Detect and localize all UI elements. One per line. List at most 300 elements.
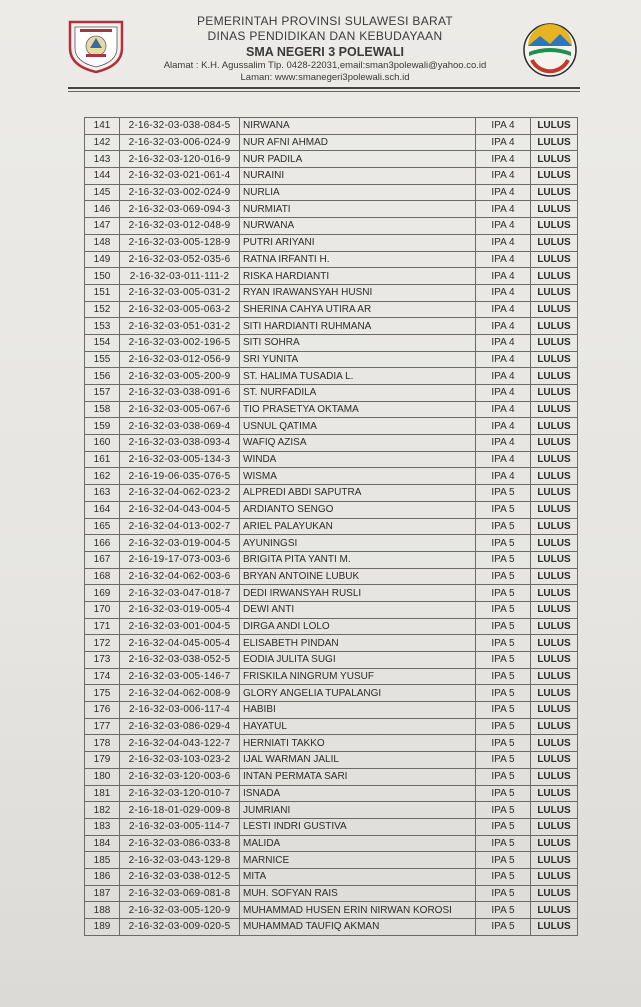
student-nisn: 2-16-32-03-005-146-7 bbox=[120, 668, 240, 685]
student-name: LESTI INDRI GUSTIVA bbox=[240, 818, 476, 835]
table-row bbox=[85, 418, 578, 435]
student-class: IPA 5 bbox=[476, 535, 531, 552]
row-number: 170 bbox=[85, 601, 120, 618]
row-number: 181 bbox=[85, 785, 120, 802]
student-name: HAYATUL bbox=[240, 718, 476, 735]
table-row bbox=[85, 501, 578, 518]
table-row bbox=[85, 151, 578, 168]
graduation-status: LULUS bbox=[531, 201, 578, 218]
graduation-status: LULUS bbox=[531, 168, 578, 185]
student-name: EODIA JULITA SUGI bbox=[240, 652, 476, 669]
student-name: MARNICE bbox=[240, 852, 476, 869]
student-class: IPA 5 bbox=[476, 835, 531, 852]
table-row bbox=[85, 551, 578, 568]
student-nisn: 2-16-32-03-120-016-9 bbox=[120, 151, 240, 168]
student-name: MUHAMMAD TAUFIQ AKMAN bbox=[240, 919, 476, 936]
table-row bbox=[85, 652, 578, 669]
row-number: 186 bbox=[85, 868, 120, 885]
student-name: RISKA HARDIANTI bbox=[240, 268, 476, 285]
graduation-status: LULUS bbox=[531, 485, 578, 502]
table-row bbox=[85, 318, 578, 335]
student-name: PUTRI ARIYANI bbox=[240, 234, 476, 251]
graduation-status: LULUS bbox=[531, 718, 578, 735]
student-name: MALIDA bbox=[240, 835, 476, 852]
student-nisn: 2-16-32-03-043-129-8 bbox=[120, 852, 240, 869]
table-row bbox=[85, 868, 578, 885]
student-class: IPA 4 bbox=[476, 385, 531, 402]
graduation-status: LULUS bbox=[531, 652, 578, 669]
table-row bbox=[85, 785, 578, 802]
letterhead bbox=[130, 14, 520, 84]
student-class: IPA 4 bbox=[476, 351, 531, 368]
graduation-table-body bbox=[85, 118, 578, 936]
row-number: 188 bbox=[85, 902, 120, 919]
student-nisn: 2-16-32-03-001-004-5 bbox=[120, 618, 240, 635]
student-nisn: 2-16-32-03-038-069-4 bbox=[120, 418, 240, 435]
student-class: IPA 4 bbox=[476, 284, 531, 301]
row-number: 141 bbox=[85, 118, 120, 135]
row-number: 159 bbox=[85, 418, 120, 435]
row-number: 178 bbox=[85, 735, 120, 752]
row-number: 176 bbox=[85, 702, 120, 719]
student-nisn: 2-16-32-03-069-081-8 bbox=[120, 885, 240, 902]
table-row bbox=[85, 168, 578, 185]
graduation-status: LULUS bbox=[531, 501, 578, 518]
student-nisn: 2-16-18-01-029-009-8 bbox=[120, 802, 240, 819]
graduation-status: LULUS bbox=[531, 118, 578, 135]
student-name: NUR AFNI AHMAD bbox=[240, 134, 476, 151]
row-number: 154 bbox=[85, 334, 120, 351]
table-row bbox=[85, 718, 578, 735]
student-class: IPA 4 bbox=[476, 201, 531, 218]
student-name: ISNADA bbox=[240, 785, 476, 802]
row-number: 168 bbox=[85, 568, 120, 585]
school-address: Alamat : K.H. Agussalim Tlp. 0428-22031,email:sman3polewali@yahoo.co.id bbox=[163, 60, 487, 71]
row-number: 156 bbox=[85, 368, 120, 385]
student-class: IPA 4 bbox=[476, 234, 531, 251]
graduation-status: LULUS bbox=[531, 768, 578, 785]
student-nisn: 2-16-32-03-052-035-6 bbox=[120, 251, 240, 268]
graduation-status: LULUS bbox=[531, 334, 578, 351]
row-number: 142 bbox=[85, 134, 120, 151]
graduation-status: LULUS bbox=[531, 468, 578, 485]
table-row bbox=[85, 702, 578, 719]
student-name: USNUL QATIMA bbox=[240, 418, 476, 435]
student-name: WISMA bbox=[240, 468, 476, 485]
student-nisn: 2-16-19-17-073-003-6 bbox=[120, 551, 240, 568]
student-class: IPA 5 bbox=[476, 802, 531, 819]
student-name: ST. NURFADILA bbox=[240, 385, 476, 402]
table-row bbox=[85, 535, 578, 552]
student-class: IPA 5 bbox=[476, 702, 531, 719]
student-name: NURMIATI bbox=[240, 201, 476, 218]
student-name: NURWANA bbox=[240, 218, 476, 235]
student-nisn: 2-16-32-03-038-093-4 bbox=[120, 435, 240, 452]
table-row bbox=[85, 435, 578, 452]
student-name: DEWI ANTI bbox=[240, 601, 476, 618]
graduation-status: LULUS bbox=[531, 902, 578, 919]
student-class: IPA 5 bbox=[476, 585, 531, 602]
student-nisn: 2-16-32-04-062-008-9 bbox=[120, 685, 240, 702]
graduation-status: LULUS bbox=[531, 435, 578, 452]
graduation-status: LULUS bbox=[531, 234, 578, 251]
student-name: RYAN IRAWANSYAH HUSNI bbox=[240, 284, 476, 301]
student-nisn: 2-16-32-03-120-003-6 bbox=[120, 768, 240, 785]
student-class: IPA 5 bbox=[476, 518, 531, 535]
table-row bbox=[85, 351, 578, 368]
table-row bbox=[85, 234, 578, 251]
table-row bbox=[85, 218, 578, 235]
student-nisn: 2-16-32-03-005-134-3 bbox=[120, 451, 240, 468]
student-name: WINDA bbox=[240, 451, 476, 468]
student-nisn: 2-16-32-03-005-128-9 bbox=[120, 234, 240, 251]
student-name: NIRWANA bbox=[240, 118, 476, 135]
row-number: 185 bbox=[85, 852, 120, 869]
graduation-status: LULUS bbox=[531, 785, 578, 802]
graduation-status: LULUS bbox=[531, 852, 578, 869]
student-nisn: 2-16-32-03-005-200-9 bbox=[120, 368, 240, 385]
student-name: GLORY ANGELIA TUPALANGI bbox=[240, 685, 476, 702]
student-name: IJAL WARMAN JALIL bbox=[240, 752, 476, 769]
row-number: 144 bbox=[85, 168, 120, 185]
graduation-status: LULUS bbox=[531, 568, 578, 585]
table-row bbox=[85, 251, 578, 268]
table-row bbox=[85, 284, 578, 301]
student-nisn: 2-16-32-03-051-031-2 bbox=[120, 318, 240, 335]
row-number: 158 bbox=[85, 401, 120, 418]
student-class: IPA 5 bbox=[476, 485, 531, 502]
letterhead-rule-thick bbox=[68, 87, 580, 89]
student-class: IPA 5 bbox=[476, 735, 531, 752]
row-number: 153 bbox=[85, 318, 120, 335]
table-row bbox=[85, 601, 578, 618]
student-name: SRI YUNITA bbox=[240, 351, 476, 368]
graduation-status: LULUS bbox=[531, 601, 578, 618]
table-row bbox=[85, 118, 578, 135]
student-name: BRIGITA PITA YANTI M. bbox=[240, 551, 476, 568]
student-nisn: 2-16-32-03-038-091-6 bbox=[120, 385, 240, 402]
graduation-status: LULUS bbox=[531, 752, 578, 769]
student-name: HABIBI bbox=[240, 702, 476, 719]
student-name: SITI HARDIANTI RUHMANA bbox=[240, 318, 476, 335]
graduation-status: LULUS bbox=[531, 284, 578, 301]
student-name: SHERINA CAHYA UTIRA AR bbox=[240, 301, 476, 318]
student-class: IPA 4 bbox=[476, 268, 531, 285]
row-number: 164 bbox=[85, 501, 120, 518]
graduation-status: LULUS bbox=[531, 368, 578, 385]
student-class: IPA 4 bbox=[476, 218, 531, 235]
table-row bbox=[85, 735, 578, 752]
student-class: IPA 5 bbox=[476, 852, 531, 869]
student-class: IPA 4 bbox=[476, 301, 531, 318]
student-class: IPA 5 bbox=[476, 568, 531, 585]
graduation-status: LULUS bbox=[531, 551, 578, 568]
student-class: IPA 5 bbox=[476, 501, 531, 518]
row-number: 184 bbox=[85, 835, 120, 852]
government-title: PEMERINTAH PROVINSI SULAWESI BARAT bbox=[196, 14, 454, 28]
student-class: IPA 5 bbox=[476, 752, 531, 769]
student-nisn: 2-16-32-03-086-033-8 bbox=[120, 835, 240, 852]
table-row bbox=[85, 902, 578, 919]
letterhead-rule-thin bbox=[68, 91, 580, 92]
graduation-status: LULUS bbox=[531, 134, 578, 151]
graduation-status: LULUS bbox=[531, 518, 578, 535]
student-name: ALPREDI ABDI SAPUTRA bbox=[240, 485, 476, 502]
graduation-status: LULUS bbox=[531, 885, 578, 902]
student-class: IPA 4 bbox=[476, 251, 531, 268]
student-class: IPA 5 bbox=[476, 885, 531, 902]
row-number: 183 bbox=[85, 818, 120, 835]
graduation-status: LULUS bbox=[531, 401, 578, 418]
student-name: JUMRIANI bbox=[240, 802, 476, 819]
table-row bbox=[85, 401, 578, 418]
student-class: IPA 5 bbox=[476, 652, 531, 669]
row-number: 147 bbox=[85, 218, 120, 235]
student-name: DIRGA ANDI LOLO bbox=[240, 618, 476, 635]
row-number: 160 bbox=[85, 435, 120, 452]
student-class: IPA 4 bbox=[476, 151, 531, 168]
graduation-status: LULUS bbox=[531, 385, 578, 402]
student-name: MITA bbox=[240, 868, 476, 885]
student-nisn: 2-16-32-03-019-004-5 bbox=[120, 535, 240, 552]
graduation-status: LULUS bbox=[531, 268, 578, 285]
student-nisn: 2-16-32-03-005-067-6 bbox=[120, 401, 240, 418]
student-class: IPA 5 bbox=[476, 635, 531, 652]
table-row bbox=[85, 802, 578, 819]
student-name: MUH. SOFYAN RAIS bbox=[240, 885, 476, 902]
row-number: 187 bbox=[85, 885, 120, 902]
student-nisn: 2-16-32-03-002-196-5 bbox=[120, 334, 240, 351]
student-nisn: 2-16-32-03-009-020-5 bbox=[120, 919, 240, 936]
row-number: 175 bbox=[85, 685, 120, 702]
student-name: MUHAMMAD HUSEN ERIN NIRWAN KOROSI bbox=[240, 902, 476, 919]
student-name: TIO PRASETYA OKTAMA bbox=[240, 401, 476, 418]
table-row bbox=[85, 201, 578, 218]
table-row bbox=[85, 635, 578, 652]
student-class: IPA 5 bbox=[476, 551, 531, 568]
graduation-status: LULUS bbox=[531, 802, 578, 819]
student-name: ST. HALIMA TUSADIA L. bbox=[240, 368, 476, 385]
student-nisn: 2-16-32-03-005-031-2 bbox=[120, 284, 240, 301]
row-number: 189 bbox=[85, 919, 120, 936]
row-number: 177 bbox=[85, 718, 120, 735]
student-nisn: 2-16-32-03-002-024-9 bbox=[120, 184, 240, 201]
student-class: IPA 5 bbox=[476, 668, 531, 685]
student-nisn: 2-16-32-03-005-114-7 bbox=[120, 818, 240, 835]
student-nisn: 2-16-32-03-120-010-7 bbox=[120, 785, 240, 802]
student-class: IPA 4 bbox=[476, 134, 531, 151]
graduation-status: LULUS bbox=[531, 585, 578, 602]
table-row bbox=[85, 518, 578, 535]
table-row bbox=[85, 134, 578, 151]
student-name: DEDI IRWANSYAH RUSLI bbox=[240, 585, 476, 602]
student-nisn: 2-16-32-04-043-122-7 bbox=[120, 735, 240, 752]
school-emblem-icon bbox=[520, 22, 580, 78]
student-class: IPA 4 bbox=[476, 334, 531, 351]
student-nisn: 2-16-32-03-005-063-2 bbox=[120, 301, 240, 318]
student-class: IPA 4 bbox=[476, 118, 531, 135]
student-nisn: 2-16-32-03-012-056-9 bbox=[120, 351, 240, 368]
school-name: SMA NEGERI 3 POLEWALI bbox=[246, 45, 404, 59]
table-row bbox=[85, 334, 578, 351]
student-class: IPA 5 bbox=[476, 685, 531, 702]
graduation-status: LULUS bbox=[531, 919, 578, 936]
student-nisn: 2-16-32-03-069-094-3 bbox=[120, 201, 240, 218]
table-row bbox=[85, 835, 578, 852]
student-nisn: 2-16-32-03-047-018-7 bbox=[120, 585, 240, 602]
table-row bbox=[85, 818, 578, 835]
student-class: IPA 4 bbox=[476, 184, 531, 201]
graduation-status: LULUS bbox=[531, 318, 578, 335]
row-number: 145 bbox=[85, 184, 120, 201]
graduation-status: LULUS bbox=[531, 818, 578, 835]
graduation-status: LULUS bbox=[531, 535, 578, 552]
student-name: ARDIANTO SENGO bbox=[240, 501, 476, 518]
student-nisn: 2-16-32-03-103-023-2 bbox=[120, 752, 240, 769]
student-nisn: 2-16-32-03-038-052-5 bbox=[120, 652, 240, 669]
student-nisn: 2-16-32-03-038-084-5 bbox=[120, 118, 240, 135]
table-row bbox=[85, 618, 578, 635]
row-number: 165 bbox=[85, 518, 120, 535]
student-class: IPA 4 bbox=[476, 168, 531, 185]
table-row bbox=[85, 568, 578, 585]
table-row bbox=[85, 852, 578, 869]
row-number: 166 bbox=[85, 535, 120, 552]
row-number: 179 bbox=[85, 752, 120, 769]
student-class: IPA 5 bbox=[476, 818, 531, 835]
student-name: NUR PADILA bbox=[240, 151, 476, 168]
student-name: HERNIATI TAKKO bbox=[240, 735, 476, 752]
student-class: IPA 5 bbox=[476, 601, 531, 618]
graduation-status: LULUS bbox=[531, 301, 578, 318]
graduation-status: LULUS bbox=[531, 618, 578, 635]
student-nisn: 2-16-32-04-013-002-7 bbox=[120, 518, 240, 535]
student-class: IPA 5 bbox=[476, 902, 531, 919]
row-number: 180 bbox=[85, 768, 120, 785]
row-number: 161 bbox=[85, 451, 120, 468]
row-number: 174 bbox=[85, 668, 120, 685]
graduation-status: LULUS bbox=[531, 702, 578, 719]
graduation-table bbox=[84, 117, 578, 936]
student-nisn: 2-16-19-06-035-076-5 bbox=[120, 468, 240, 485]
school-website: Laman: www:smanegeri3polewali.sch.id bbox=[240, 72, 410, 83]
student-class: IPA 4 bbox=[476, 401, 531, 418]
table-row bbox=[85, 585, 578, 602]
provincial-emblem-icon bbox=[66, 18, 126, 74]
table-row bbox=[85, 301, 578, 318]
student-nisn: 2-16-32-03-011-111-2 bbox=[120, 268, 240, 285]
row-number: 169 bbox=[85, 585, 120, 602]
student-class: IPA 5 bbox=[476, 718, 531, 735]
row-number: 152 bbox=[85, 301, 120, 318]
table-row bbox=[85, 184, 578, 201]
table-row bbox=[85, 485, 578, 502]
student-name: NURAINI bbox=[240, 168, 476, 185]
graduation-status: LULUS bbox=[531, 668, 578, 685]
graduation-status: LULUS bbox=[531, 218, 578, 235]
row-number: 163 bbox=[85, 485, 120, 502]
student-nisn: 2-16-32-03-021-061-4 bbox=[120, 168, 240, 185]
row-number: 157 bbox=[85, 385, 120, 402]
student-class: IPA 4 bbox=[476, 318, 531, 335]
student-class: IPA 5 bbox=[476, 868, 531, 885]
student-nisn: 2-16-32-03-006-117-4 bbox=[120, 702, 240, 719]
student-nisn: 2-16-32-03-012-048-9 bbox=[120, 218, 240, 235]
table-row bbox=[85, 768, 578, 785]
student-class: IPA 4 bbox=[476, 435, 531, 452]
student-class: IPA 5 bbox=[476, 785, 531, 802]
row-number: 143 bbox=[85, 151, 120, 168]
graduation-status: LULUS bbox=[531, 685, 578, 702]
table-row bbox=[85, 385, 578, 402]
student-class: IPA 5 bbox=[476, 618, 531, 635]
student-nisn: 2-16-32-03-005-120-9 bbox=[120, 902, 240, 919]
student-nisn: 2-16-32-03-038-012-5 bbox=[120, 868, 240, 885]
student-class: IPA 4 bbox=[476, 451, 531, 468]
row-number: 148 bbox=[85, 234, 120, 251]
graduation-status: LULUS bbox=[531, 868, 578, 885]
student-nisn: 2-16-32-04-043-004-5 bbox=[120, 501, 240, 518]
table-row bbox=[85, 368, 578, 385]
student-name: RATNA IRFANTI H. bbox=[240, 251, 476, 268]
student-nisn: 2-16-32-03-019-005-4 bbox=[120, 601, 240, 618]
table-row bbox=[85, 752, 578, 769]
graduation-status: LULUS bbox=[531, 151, 578, 168]
table-row bbox=[85, 668, 578, 685]
student-nisn: 2-16-32-03-086-029-4 bbox=[120, 718, 240, 735]
graduation-status: LULUS bbox=[531, 835, 578, 852]
graduation-status: LULUS bbox=[531, 418, 578, 435]
student-name: INTAN PERMATA SARI bbox=[240, 768, 476, 785]
graduation-status: LULUS bbox=[531, 251, 578, 268]
graduation-status: LULUS bbox=[531, 351, 578, 368]
table-row bbox=[85, 685, 578, 702]
table-row bbox=[85, 468, 578, 485]
student-class: IPA 4 bbox=[476, 418, 531, 435]
graduation-status: LULUS bbox=[531, 735, 578, 752]
row-number: 162 bbox=[85, 468, 120, 485]
row-number: 167 bbox=[85, 551, 120, 568]
row-number: 149 bbox=[85, 251, 120, 268]
table-row bbox=[85, 268, 578, 285]
graduation-status: LULUS bbox=[531, 184, 578, 201]
student-name: AYUNINGSI bbox=[240, 535, 476, 552]
graduation-status: LULUS bbox=[531, 635, 578, 652]
student-class: IPA 4 bbox=[476, 368, 531, 385]
student-name: SITI SOHRA bbox=[240, 334, 476, 351]
student-name: NURLIA bbox=[240, 184, 476, 201]
table-row bbox=[85, 919, 578, 936]
student-name: FRISKILA NINGRUM YUSUF bbox=[240, 668, 476, 685]
table-row bbox=[85, 885, 578, 902]
student-name: BRYAN ANTOINE LUBUK bbox=[240, 568, 476, 585]
student-name: ELISABETH PINDAN bbox=[240, 635, 476, 652]
row-number: 182 bbox=[85, 802, 120, 819]
row-number: 146 bbox=[85, 201, 120, 218]
student-class: IPA 4 bbox=[476, 468, 531, 485]
student-class: IPA 5 bbox=[476, 768, 531, 785]
row-number: 151 bbox=[85, 284, 120, 301]
student-nisn: 2-16-32-04-062-023-2 bbox=[120, 485, 240, 502]
student-name: WAFIQ AZISA bbox=[240, 435, 476, 452]
student-class: IPA 5 bbox=[476, 919, 531, 936]
row-number: 150 bbox=[85, 268, 120, 285]
student-nisn: 2-16-32-04-062-003-6 bbox=[120, 568, 240, 585]
row-number: 155 bbox=[85, 351, 120, 368]
student-name: ARIEL PALAYUKAN bbox=[240, 518, 476, 535]
student-nisn: 2-16-32-03-006-024-9 bbox=[120, 134, 240, 151]
graduation-status: LULUS bbox=[531, 451, 578, 468]
